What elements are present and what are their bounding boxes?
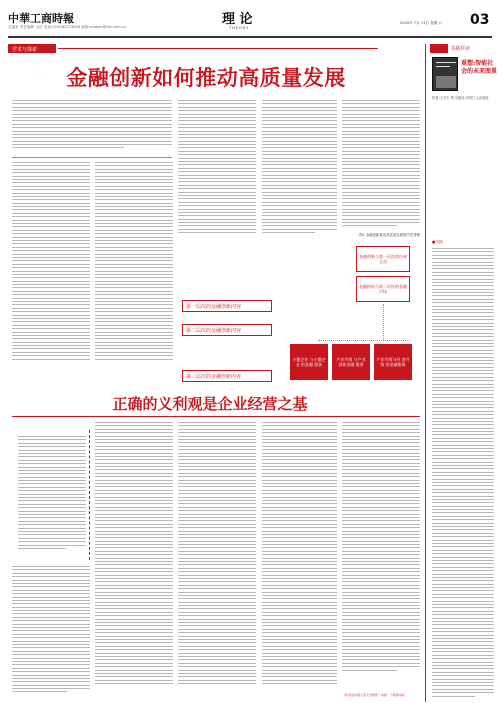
lower-column-3 (178, 422, 256, 702)
book-meta: 作者:王天夫 等 出版社:中国工人出版社 (432, 96, 490, 100)
article-column-1 (12, 162, 90, 372)
diagram-row-2: 第二层次的金融创新内容 (182, 324, 272, 336)
footer-note: （作者系中国人民大学教授 / 来源：下转第3版） (342, 693, 407, 697)
flow-diagram (178, 242, 420, 387)
sidebar-tag (430, 44, 448, 53)
sidebar-text (432, 248, 494, 700)
diagram-row-3: 第三层次的金融创新内容 (182, 370, 272, 382)
sidebar-section-label: ■书摘 (432, 240, 443, 244)
book-cover (432, 57, 458, 91)
masthead-rule (8, 36, 492, 38)
diagram-top-box-1: 金融创新与第一层次的内部互动 (356, 246, 410, 272)
masthead-meta: 总编室 责任编辑 山岳 电话:(010)82273056 邮箱:shidian@cbt.com.cn (8, 25, 127, 29)
article-column-5 (342, 100, 420, 235)
diagram-bottom-box-2: 产业升级 与产业 创新金融 服务 (332, 344, 370, 380)
article-column-2 (95, 162, 173, 372)
article-column-3 (178, 100, 256, 240)
article-column-4 (262, 100, 337, 240)
section-title: 理 论 (222, 12, 253, 27)
page-number: 03 (470, 12, 490, 28)
lower-column-2 (95, 422, 173, 702)
book-title: 重塑:智能社会的未来图景 (461, 60, 498, 75)
column-tag-label: 学术与探索 (12, 46, 38, 53)
diagram-bottom-box-3: 产业升级与经 济升级 的金融服务 (374, 344, 412, 380)
lower-column-5 (342, 422, 420, 692)
diagram-bottom-box-1: 小微企业 与小微企业 的金融 服务 (290, 344, 328, 380)
lower-column-4 (262, 422, 337, 702)
sidebar-tag-label: 书摘荐读 (450, 46, 471, 52)
masthead (0, 0, 500, 44)
lower-column-1 (12, 566, 90, 701)
second-title: 正确的义利观是企业经营之基 (112, 395, 308, 413)
lead-paragraph (12, 100, 172, 156)
issue-date: 2020年 7月 11日 星期 六 (400, 21, 443, 25)
diagram-row-1: 第一层次的金融创新内容 (182, 300, 272, 312)
section-subtitle: THEORY (229, 26, 250, 30)
diagram-caption: 图1 金融创新推动高质量发展的内在逻辑 (359, 233, 420, 237)
diagram-top-box-2: 金融机构与第二层次的金融市场 (356, 276, 410, 302)
main-title: 金融创新如何推动高质量发展 (66, 65, 346, 90)
paper-name: 中華工商時報 (8, 12, 74, 25)
